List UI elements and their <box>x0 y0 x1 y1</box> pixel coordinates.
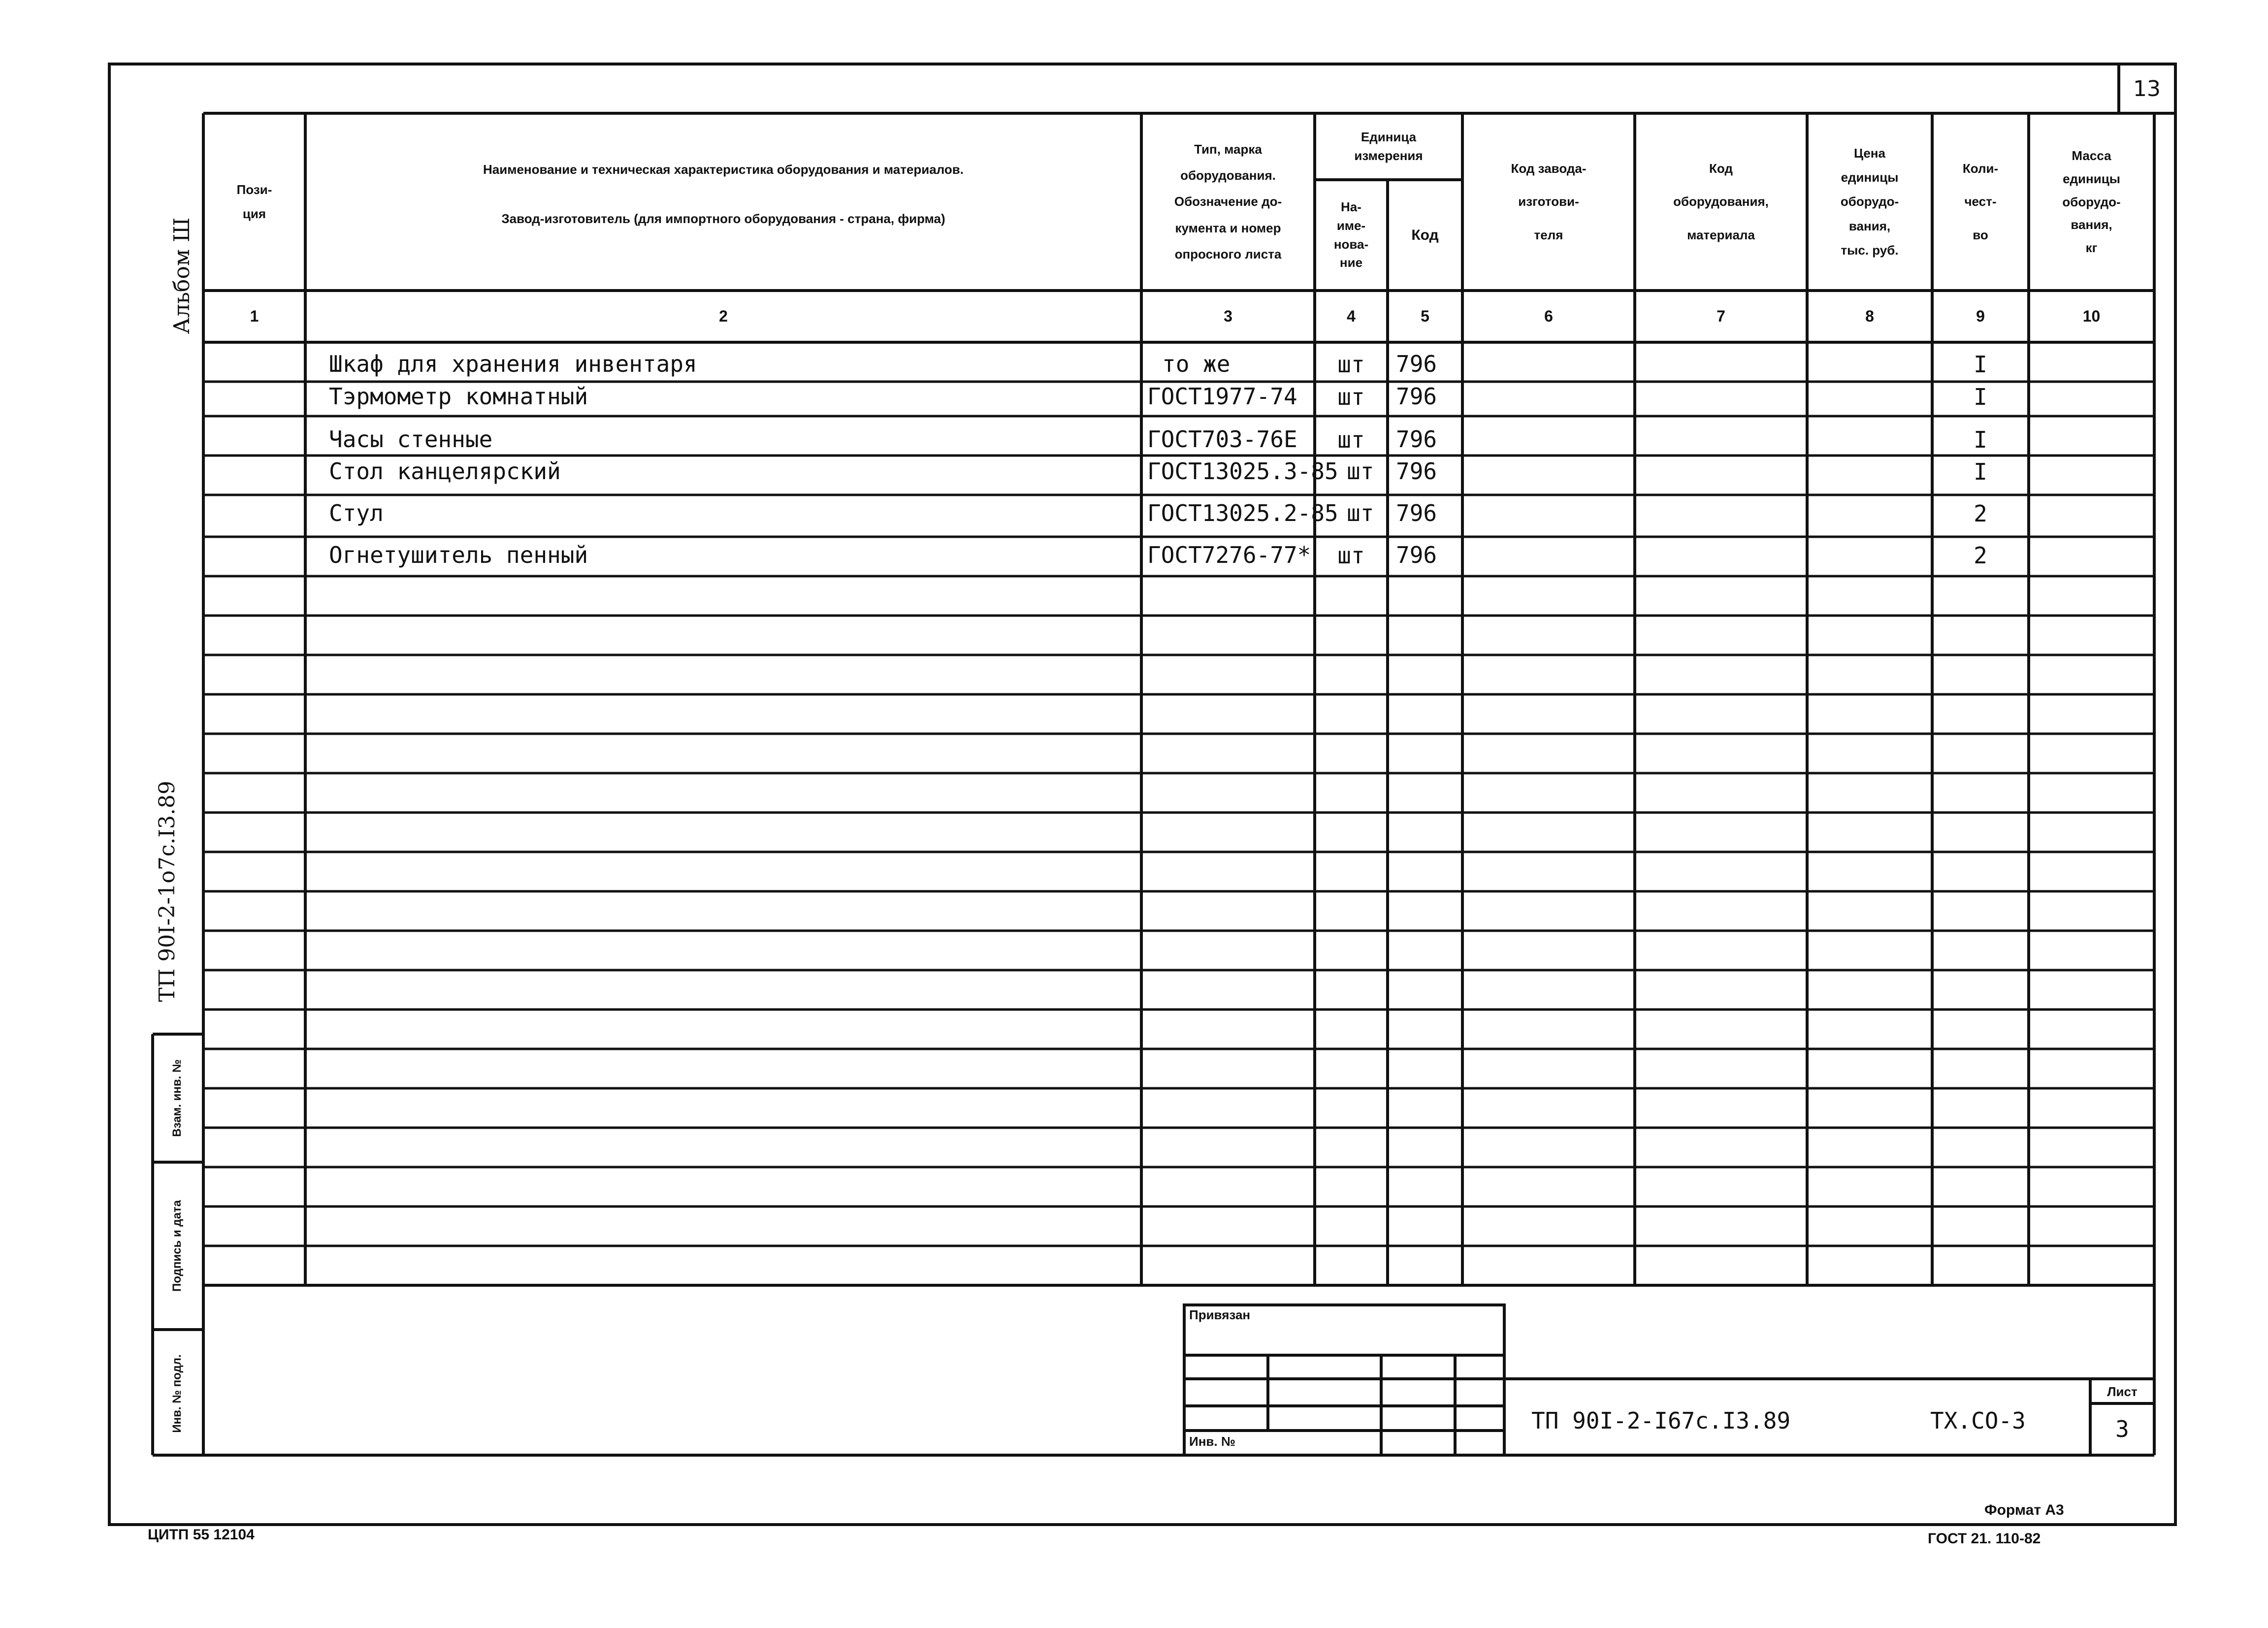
table-row-type: ГОСТ13025.2-85 <box>1147 500 1338 526</box>
header-equipment-code: Код оборудования, материала <box>1673 161 1769 242</box>
column-number-2: 2 <box>719 307 728 325</box>
stamp-list-label: Лист <box>2107 1384 2138 1399</box>
side-document-code: ТП 90I-2-1о7с.I3.89 <box>155 781 180 1002</box>
table-row-type: то же <box>1162 351 1231 377</box>
table-row-type: ГОСТ13025.3-85 <box>1147 458 1338 485</box>
table-row-name: Тэрмометр комнатный <box>329 383 588 410</box>
side-stamp-inv-podl: Инв. № подл. <box>170 1354 184 1433</box>
column-number-3: 3 <box>1224 307 1232 325</box>
stamp-list-number: 3 <box>2115 1416 2129 1442</box>
header-unit-group: Единица измерения <box>1354 129 1423 163</box>
table-row-code: 796 <box>1396 383 1437 410</box>
side-stamp-inv-vzam: Взам. инв. № <box>170 1059 184 1137</box>
footer-tsitp: ЦИТП 55 12104 <box>148 1527 255 1543</box>
stamp-privyazan-label: Привязан <box>1189 1307 1251 1322</box>
header-name-line2: Завод-изготовитель (для импортного оборудования - страна, фирма) <box>501 211 945 226</box>
header-type: Тип, марка оборудования. Обозначение до- кумента и номер опросного листа <box>1174 141 1282 261</box>
table-row-quantity: I <box>1974 384 1987 410</box>
table-row-unit: шт <box>1347 458 1374 485</box>
table-row-type: ГОСТ703-76Е <box>1147 426 1297 453</box>
header-quantity: Коли- чест- во <box>1962 161 1999 242</box>
column-number-4: 4 <box>1347 307 1356 325</box>
header-unit-code: Код <box>1411 227 1439 243</box>
header-unit-price: Цена единицы оборудо- вания, тыс. руб. <box>1840 145 1899 258</box>
table-row-code: 796 <box>1396 351 1437 377</box>
table-row-quantity: I <box>1974 426 1987 453</box>
side-stamp-signature-date: Подпись и дата <box>170 1200 184 1292</box>
header-position: Пози- ция <box>236 182 272 221</box>
header-unit-name: На- име- нова- ние <box>1333 199 1369 270</box>
table-row-code: 796 <box>1396 426 1437 453</box>
table-row-name: Стул <box>329 500 384 526</box>
stamp-inv-number-label: Инв. № <box>1189 1434 1235 1449</box>
table-row-quantity: I <box>1974 458 1987 485</box>
column-number-9: 9 <box>1976 307 1985 325</box>
table-row-quantity: I <box>1974 351 1987 378</box>
sheet-corner-number: 13 <box>2133 76 2161 101</box>
column-number-10: 10 <box>2082 307 2101 325</box>
column-number-1: 1 <box>250 307 259 325</box>
table-row-name: Стол канцелярский <box>329 458 561 485</box>
footer-gost: ГОСТ 21. 110-82 <box>1928 1530 2041 1547</box>
table-row-code: 796 <box>1396 458 1437 485</box>
album-label: Альбом Ш <box>169 217 194 334</box>
column-number-5: 5 <box>1421 307 1429 325</box>
table-row-quantity: 2 <box>1974 542 1987 569</box>
table-row-unit: шт <box>1337 542 1365 569</box>
table-row-type: ГОСТ1977-74 <box>1147 383 1297 410</box>
header-factory-code: Код завода- изготови- теля <box>1511 161 1587 242</box>
table-row-code: 796 <box>1396 500 1437 526</box>
table-row-name: Шкаф для хранения инвентаря <box>329 351 697 377</box>
table-row-code: 796 <box>1396 542 1437 568</box>
stamp-sheet-code: ТХ.СО-3 <box>1930 1407 2026 1434</box>
table-row-quantity: 2 <box>1974 500 1987 527</box>
column-number-8: 8 <box>1865 307 1874 325</box>
footer-format: Формат А3 <box>1984 1502 2064 1518</box>
table-row-unit: шт <box>1337 351 1365 378</box>
table-row-type: ГОСТ7276-77* <box>1147 542 1311 568</box>
table-row-unit: шт <box>1337 384 1365 410</box>
stamp-document-code: ТП 90I-2-I67с.I3.89 <box>1531 1407 1791 1434</box>
table-row-unit: шт <box>1337 426 1365 453</box>
column-number-6: 6 <box>1544 307 1553 325</box>
table-row-unit: шт <box>1347 500 1374 526</box>
table-row-name: Огнетушитель пенный <box>329 542 588 568</box>
table-row-name: Часы стенные <box>329 426 493 453</box>
column-number-7: 7 <box>1717 307 1725 325</box>
header-unit-mass: Масса единицы оборудо- вания, кг <box>2062 148 2121 256</box>
header-name-line1: Наименование и техническая характеристика оборудования и материалов. <box>483 162 964 177</box>
